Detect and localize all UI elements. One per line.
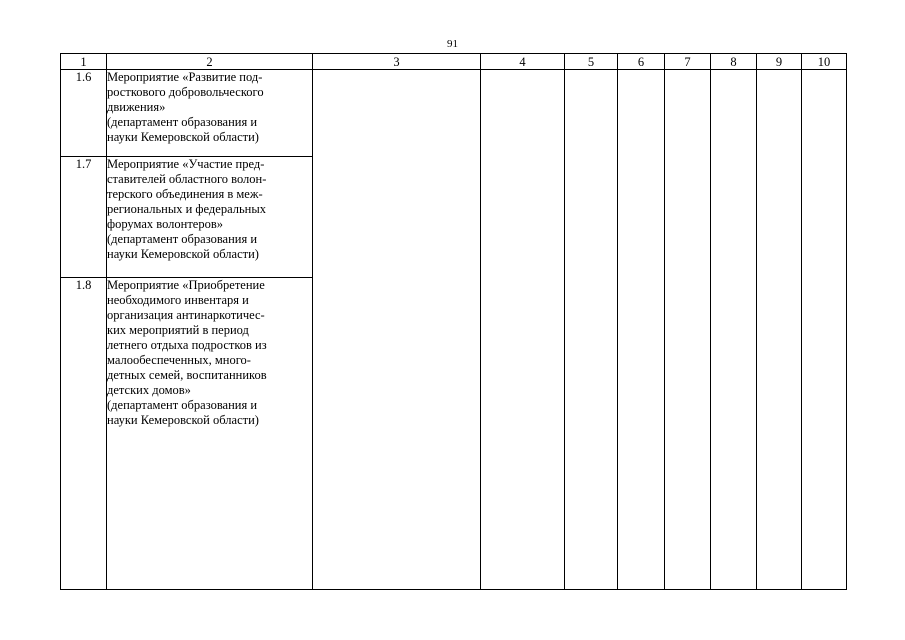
page-number: 91 (447, 38, 458, 50)
column-header: 1 (61, 54, 107, 70)
description-line: науки Кемеровской области) (107, 413, 259, 427)
description-line: региональных и федеральных (107, 202, 267, 216)
column-header: 2 (107, 54, 313, 70)
activity-description (107, 70, 313, 157)
description-line: терского объединения в меж- (107, 187, 263, 201)
description-line: Мероприятие «Приобретение (107, 278, 265, 292)
column-header: 4 (481, 54, 565, 70)
program-table (60, 53, 847, 590)
description-line: малообеспеченных, много- (107, 353, 251, 367)
empty-cell (313, 70, 481, 590)
empty-cell (665, 70, 711, 590)
empty-cell (618, 70, 665, 590)
empty-cell (481, 70, 565, 590)
column-header: 3 (313, 54, 481, 70)
empty-cell (802, 70, 847, 590)
column-header: 8 (711, 54, 757, 70)
empty-cell (757, 70, 802, 590)
description-line: необходимого инвентаря и (107, 293, 249, 307)
row-number: 1.7 (61, 157, 107, 278)
column-header: 7 (665, 54, 711, 70)
description-line: (департамент образования и (107, 398, 258, 412)
description-line: росткового добровольческого (107, 85, 264, 99)
description-line: Мероприятие «Развитие под- (107, 70, 263, 84)
activity-description (107, 278, 313, 590)
description-line: (департамент образования и (107, 232, 258, 246)
description-line: детских домов» (107, 383, 191, 397)
description-line: детных семей, воспитанников (107, 368, 267, 382)
column-header: 9 (757, 54, 802, 70)
description-line: летнего отдыха подростков из (107, 338, 267, 352)
activity-description (107, 157, 313, 278)
column-header: 10 (802, 54, 847, 70)
table-header-row (61, 54, 847, 70)
empty-cell (565, 70, 618, 590)
row-number: 1.6 (61, 70, 107, 157)
column-header: 5 (565, 54, 618, 70)
description-line: (департамент образования и (107, 115, 258, 129)
row-number: 1.8 (61, 278, 107, 590)
description-line: организация антинаркотичес- (107, 308, 265, 322)
description-line: движения» (107, 100, 166, 114)
description-line: Мероприятие «Участие пред- (107, 157, 265, 171)
table-row (61, 70, 847, 157)
empty-cell (711, 70, 757, 590)
description-line: ставителей областного волон- (107, 172, 267, 186)
description-line: науки Кемеровской области) (107, 247, 259, 261)
description-line: ких мероприятий в период (107, 323, 249, 337)
column-header: 6 (618, 54, 665, 70)
description-line: науки Кемеровской области) (107, 130, 259, 144)
description-line: форумах волонтеров» (107, 217, 224, 231)
